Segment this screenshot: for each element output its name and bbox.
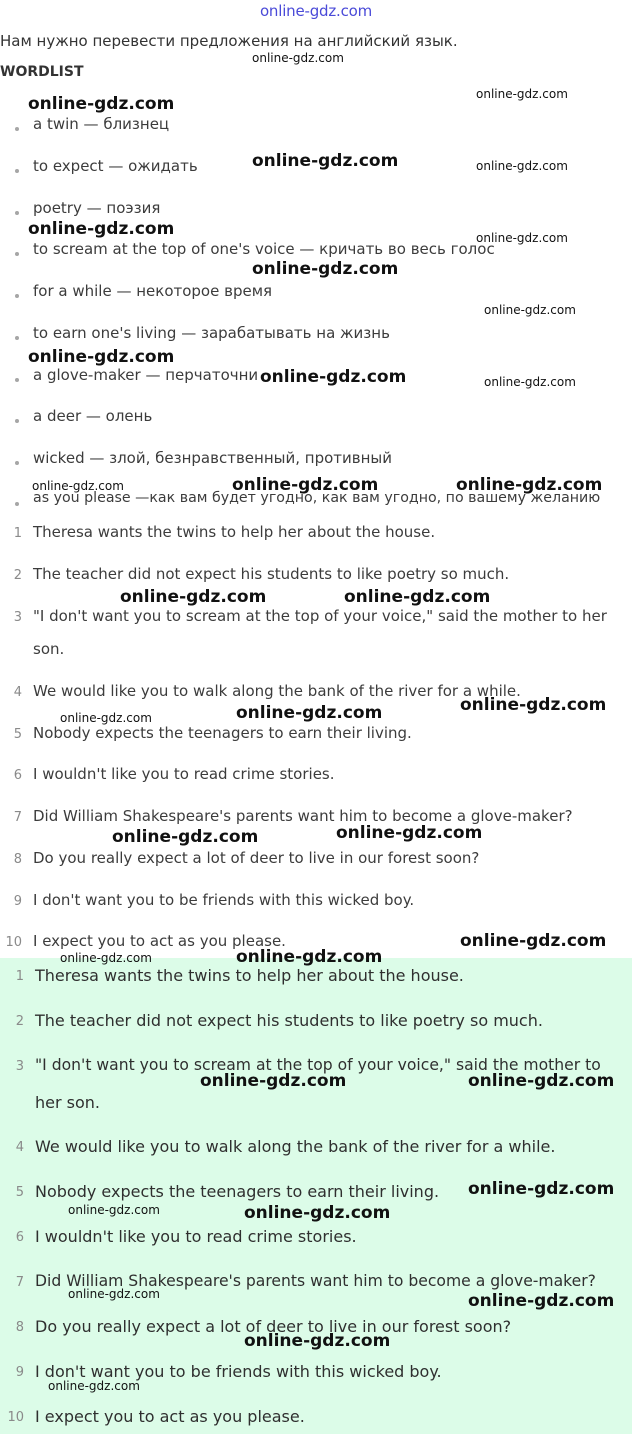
exercise-item: I expect you to act as you please. (33, 932, 286, 950)
answer-item: I expect you to act as you please. (35, 1407, 305, 1426)
exercise-item: Do you really expect a lot of deer to live in our forest soon? (33, 849, 480, 867)
watermark: online-gdz.com (48, 1379, 140, 1393)
answer-item: Nobody expects the teenagers to earn their living. (35, 1182, 440, 1201)
wordlist-heading: WORDLIST (0, 64, 84, 80)
watermark: online-gdz.com (60, 711, 152, 725)
watermark: online-gdz.com (244, 1203, 391, 1223)
item-number: 10 (7, 1410, 24, 1425)
watermark: online-gdz.com (476, 87, 568, 101)
answer-item: The teacher did not expect his students to like poetry so much. (35, 1011, 543, 1030)
wordlist-item: to scream at the top of one's voice — кричать во весь голос (33, 240, 495, 258)
watermark: online-gdz.com (456, 475, 603, 495)
answer-item: Theresa wants the twins to help her about the house. (35, 966, 464, 985)
item-number: 2 (13, 568, 22, 583)
exercise-item: "I don't want you to scream at the top of your voice," said the mother to her (33, 607, 607, 625)
answer-item: I wouldn't like you to read crime stories. (35, 1227, 357, 1246)
answer-item-continuation: her son. (35, 1093, 100, 1112)
watermark: online-gdz.com (236, 703, 383, 723)
exercise-item: I don't want you to be friends with this wicked boy. (33, 891, 415, 909)
exercise-item: We would like you to walk along the bank of the river for a while. (33, 682, 521, 700)
watermark: online-gdz.com (460, 931, 607, 951)
item-number: 1 (15, 969, 24, 984)
exercise-item: I wouldn't like you to read crime stories. (33, 765, 335, 783)
wordlist-item: poetry — поэзия (33, 199, 161, 217)
bullet-icon (15, 169, 19, 173)
bullet-icon (15, 461, 19, 465)
exercise-item: Nobody expects the teenagers to earn their living. (33, 724, 412, 742)
watermark: online-gdz.com (468, 1071, 615, 1091)
watermark: online-gdz.com (468, 1179, 615, 1199)
watermark: online-gdz.com (28, 219, 175, 239)
answer-item: Do you really expect a lot of deer to live in our forest soon? (35, 1317, 512, 1336)
item-number: 10 (5, 935, 22, 950)
intro-text: Нам нужно перевести предложения на английский язык. (0, 32, 458, 50)
bullet-icon (15, 378, 19, 382)
watermark: online-gdz.com (28, 347, 175, 367)
watermark: online-gdz.com (32, 479, 124, 493)
watermark: online-gdz.com (112, 827, 259, 847)
item-number: 2 (15, 1014, 24, 1029)
answer-item: We would like you to walk along the bank of the river for a while. (35, 1137, 556, 1156)
watermark: online-gdz.com (68, 1287, 160, 1301)
item-number: 8 (15, 1320, 24, 1335)
watermark: online-gdz.com (476, 231, 568, 245)
site-header-link[interactable]: online-gdz.com (259, 2, 373, 20)
item-number: 3 (13, 610, 22, 625)
exercise-item: Theresa wants the twins to help her about the house. (33, 523, 436, 541)
item-number: 3 (15, 1059, 24, 1074)
watermark: online-gdz.com (28, 94, 175, 114)
item-number: 5 (15, 1185, 24, 1200)
bullet-icon (15, 336, 19, 340)
bullet-icon (15, 211, 19, 215)
watermark: online-gdz.com (120, 587, 267, 607)
watermark: online-gdz.com (476, 159, 568, 173)
item-number: 4 (13, 685, 22, 700)
item-number: 6 (15, 1230, 24, 1245)
exercise-item: Did William Shakespeare's parents want him to become a glove-maker? (33, 807, 573, 825)
item-number: 6 (13, 768, 22, 783)
item-number: 7 (15, 1275, 24, 1290)
watermark: online-gdz.com (200, 1071, 347, 1091)
item-number: 9 (13, 894, 22, 909)
watermark: online-gdz.com (252, 259, 399, 279)
item-number: 4 (15, 1140, 24, 1155)
watermark: online-gdz.com (252, 151, 399, 171)
item-number: 8 (13, 852, 22, 867)
wordlist-item: for a while — некоторое время (33, 282, 273, 300)
item-number: 5 (13, 727, 22, 742)
watermark: online-gdz.com (336, 823, 483, 843)
item-number: 1 (13, 526, 22, 541)
wordlist-item: wicked — злой, безнравственный, противный (33, 449, 392, 467)
watermark: online-gdz.com (460, 695, 607, 715)
watermark: online-gdz.com (244, 1331, 391, 1351)
answer-item: Did William Shakespeare's parents want him to become a glove-maker? (35, 1272, 596, 1290)
bullet-icon (15, 502, 19, 506)
item-number: 7 (13, 810, 22, 825)
wordlist-item: to earn one's living — зарабатывать на жизнь (33, 324, 390, 342)
watermark: online-gdz.com (484, 375, 576, 389)
item-number: 9 (15, 1365, 24, 1380)
wordlist-item: as you please —как вам будет угодно, как вам угодно, по вашему желанию (33, 490, 601, 506)
watermark: online-gdz.com (344, 587, 491, 607)
bullet-icon (15, 294, 19, 298)
wordlist-item: to expect — ожидать (33, 157, 198, 175)
watermark: online-gdz.com (236, 947, 383, 967)
watermark: online-gdz.com (232, 475, 379, 495)
answer-item: I don't want you to be friends with this wicked boy. (35, 1362, 442, 1381)
watermark: online-gdz.com (484, 303, 576, 317)
exercise-item: The teacher did not expect his students to like poetry so much. (33, 565, 510, 583)
bullet-icon (15, 252, 19, 256)
wordlist-item: a deer — олень (33, 407, 153, 425)
watermark: online-gdz.com (68, 1203, 160, 1217)
wordlist-item: a twin — близнец (33, 115, 170, 133)
watermark: online-gdz.com (60, 951, 152, 965)
bullet-icon (15, 419, 19, 423)
exercise-item-continuation: son. (33, 640, 65, 658)
watermark: online-gdz.com (468, 1291, 615, 1311)
watermark: online-gdz.com (252, 51, 344, 65)
wordlist-item: a glove-maker — перчаточни (33, 366, 259, 384)
answer-item: "I don't want you to scream at the top of your voice," said the mother to (35, 1056, 601, 1074)
watermark: online-gdz.com (260, 367, 407, 387)
bullet-icon (15, 127, 19, 131)
